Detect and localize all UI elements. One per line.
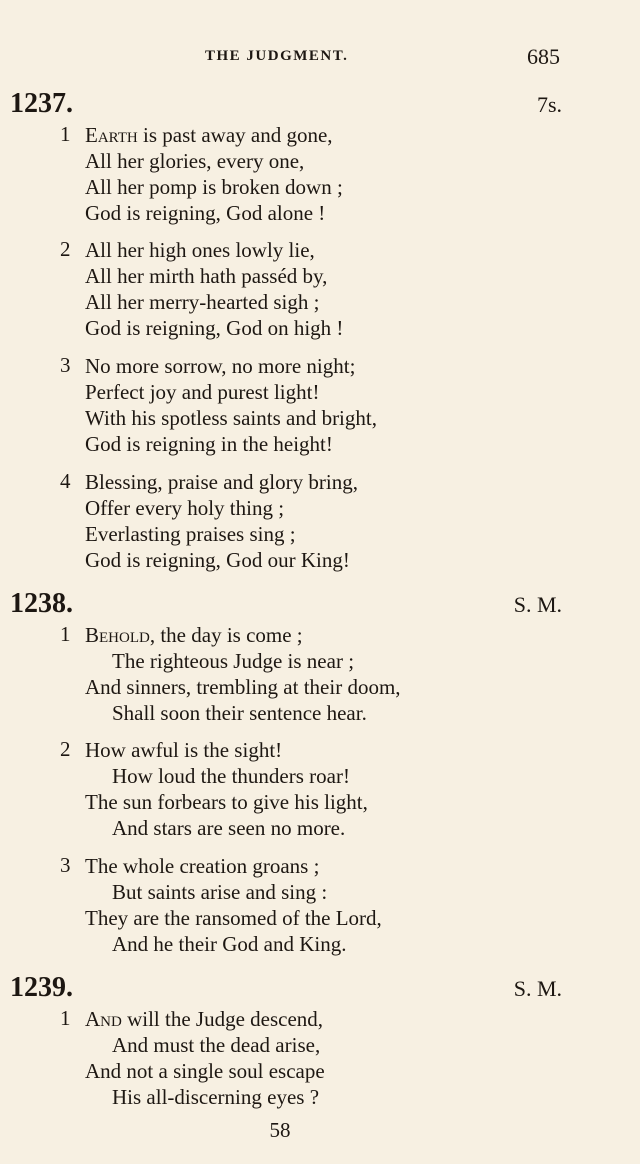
stanza bbox=[60, 853, 580, 957]
hymn-meter: S. M. bbox=[513, 976, 562, 1001]
verse-line: And not a single soul escape bbox=[85, 1059, 325, 1083]
hymn-meter: S. M. bbox=[513, 592, 562, 617]
hymn-heading-1239 bbox=[10, 972, 562, 1008]
verse-line: God is reigning, God on high ! bbox=[85, 316, 344, 340]
hymn-heading-1238 bbox=[10, 588, 562, 624]
hymn-heading-1237 bbox=[10, 88, 562, 124]
stanza bbox=[60, 1006, 580, 1110]
stanza bbox=[60, 122, 580, 226]
stanza bbox=[60, 622, 580, 726]
verse-line bbox=[60, 122, 580, 148]
line-text: is past away and gone, bbox=[137, 123, 333, 147]
stanza-number: 1 bbox=[60, 622, 71, 646]
running-head bbox=[0, 44, 640, 74]
verse-line: His all-discerning eyes ? bbox=[112, 1085, 320, 1109]
verse-line: And must the dead arise, bbox=[112, 1033, 321, 1057]
running-title: THE JUDGMENT. bbox=[205, 48, 349, 64]
verse-line: All her mirth hath passéd by, bbox=[85, 264, 328, 288]
verse-line: The sun forbears to give his light, bbox=[85, 790, 368, 814]
first-word: Earth bbox=[85, 123, 138, 147]
hymn-meter: 7s. bbox=[536, 92, 562, 117]
verse-line: Blessing, praise and glory bring, bbox=[85, 470, 358, 494]
stanza-number: 3 bbox=[60, 853, 71, 877]
hymn-number: 1238. bbox=[10, 588, 73, 619]
verse-line: All her merry-hearted sigh ; bbox=[85, 290, 320, 314]
stanza-number: 4 bbox=[60, 469, 71, 493]
stanza bbox=[60, 353, 580, 457]
verse-line: And he their God and King. bbox=[112, 932, 347, 956]
verse-line: God is reigning, God alone ! bbox=[85, 201, 326, 225]
verse-line: Offer every holy thing ; bbox=[85, 496, 285, 520]
stanza-number: 3 bbox=[60, 353, 71, 377]
stanza-number: 2 bbox=[60, 237, 71, 261]
stanza-number: 1 bbox=[60, 1006, 71, 1030]
verse-line: Perfect joy and purest light! bbox=[85, 380, 320, 404]
verse-line: And stars are seen no more. bbox=[112, 816, 346, 840]
verse-line: The whole creation groans ; bbox=[85, 854, 320, 878]
stanza bbox=[60, 237, 580, 341]
verse-line: But saints arise and sing : bbox=[112, 880, 328, 904]
stanza bbox=[60, 737, 580, 841]
verse-line: No more sorrow, no more night; bbox=[85, 354, 356, 378]
stanza-number: 1 bbox=[60, 122, 71, 146]
verse-line: All her pomp is broken down ; bbox=[85, 175, 343, 199]
verse-line bbox=[60, 1006, 580, 1032]
verse-line: All her glories, every one, bbox=[85, 149, 305, 173]
verse-line: God is reigning, God our King! bbox=[85, 548, 350, 572]
verse-line: They are the ransomed of the Lord, bbox=[85, 906, 382, 930]
stanza-number: 2 bbox=[60, 737, 71, 761]
line-text: will the Judge descend, bbox=[121, 1007, 324, 1031]
first-word: Behold, bbox=[85, 623, 156, 647]
stanza bbox=[60, 469, 580, 573]
hymn-number: 1239. bbox=[10, 972, 73, 1003]
line-text: the day is come ; bbox=[155, 623, 303, 647]
verse-line: All her high ones lowly lie, bbox=[85, 238, 315, 262]
verse-line: The righteous Judge is near ; bbox=[112, 649, 355, 673]
page-number: 685 bbox=[527, 44, 560, 69]
verse-line bbox=[60, 622, 580, 648]
hymn-number: 1237. bbox=[10, 88, 73, 119]
verse-line: God is reigning in the height! bbox=[85, 432, 333, 456]
first-word: And bbox=[85, 1007, 122, 1031]
verse-line: And sinners, trembling at their doom, bbox=[85, 675, 401, 699]
verse-line: Shall soon their sentence hear. bbox=[112, 701, 367, 725]
verse-line: How awful is the sight! bbox=[85, 738, 283, 762]
verse-line: With his spotless saints and bright, bbox=[85, 406, 377, 430]
signature-mark: 58 bbox=[269, 1118, 291, 1142]
verse-line: Everlasting praises sing ; bbox=[85, 522, 296, 546]
verse-line: How loud the thunders roar! bbox=[112, 764, 350, 788]
